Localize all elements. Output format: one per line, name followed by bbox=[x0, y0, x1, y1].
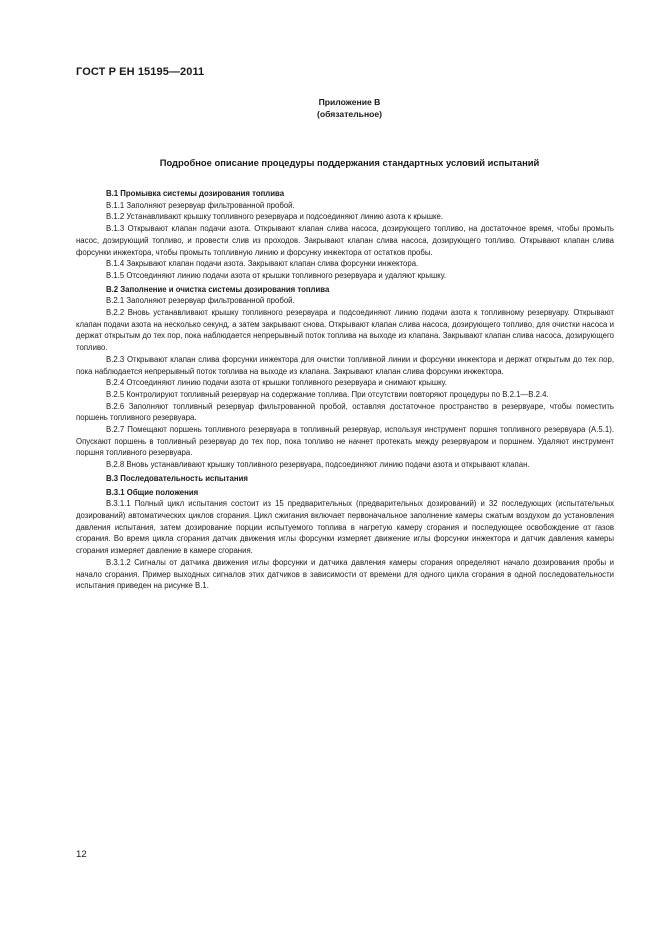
section-heading-b1: В.1 Промывка системы дозирования топлива bbox=[106, 189, 285, 198]
paragraph-b3-1-2: В.3.1.2 Сигналы от датчика движения иглы форсунки и датчика давления камеры сгорания определяют начало дозирования пробы и начало сгорания. Пример выходных сигналов этих датчиков в зависимости от времени для одного цикла сгорания в одной последовательности испытания приведен на рисунке В.1. bbox=[76, 557, 614, 591]
section-heading-b3: В.3 Последовательность испытания bbox=[106, 473, 248, 483]
annex-title: Приложение В bbox=[318, 97, 381, 107]
annex-label bbox=[0, 96, 661, 120]
page-number: 12 bbox=[76, 849, 87, 860]
paragraph-b2-3: В.2.3 Открывают клапан слива форсунки инжектора для очистки топливной линии и форсунки инжектора и держат открытым до тех пор, пока наблюдается непрерывный поток топлива на выходе из клапана. Закрывают клапан слива форсунки инжектора. bbox=[76, 354, 614, 376]
subsection-heading-b3-1: В.3.1 Общие положения bbox=[106, 487, 199, 497]
paragraph-b2-4: В.2.4 Отсоединяют линию подачи азота от крышки топливного резервуара и снимают крышку. bbox=[106, 378, 447, 388]
paragraph-b1-5: В.1.5 Отсоединяют линию подачи азота от крышки топливного резервуара и удаляют крышку. bbox=[106, 270, 446, 280]
paragraph-b3-1-1: В.3.1.1 Полный цикл испытания состоит из 15 предварительных (предварительных дозирований) и 32 последующих (испытательных дозирований) автоматических циклов сгорания. Цикл сжигания включает первоначальное заполнение камеры сжатым воздухом до установления давления испытания, затем дозирование порции испытуемого топлива в нагретую камеру сгорания и последующее освобождение от газов сгорания. Во время цикла сгорания датчик движения иглы форсунки измеряет движение иглы форсунки инжектора и датчик давления камеры сгорания измеряет давление в камере сгорания. bbox=[76, 499, 614, 556]
document-body bbox=[76, 186, 614, 592]
paragraph-b2-7: В.2.7 Помещают поршень топливного резервуара в топливный резервуар, используя инструмент поршня топливного резервуара (А.5.1). Опускают поршень в топливный резервуар до тех пор, пока топливо не начнет протекать между резервуаром и поршнем. Удаляют инструмент поршня топливного резервуара. bbox=[76, 425, 614, 458]
paragraph-b2-2: В.2.2 Вновь устанавливают крышку топливного резервуара и подсоединяют линию подачи азота к топливному резервуару. Открывают клапан подачи азота на несколько секунд, а затем закрывают снова. Открывают клапан слива насоса, дозирующего топливо, для очистки насоса и держат открытым до тех пор, пока наблюдается непрерывный поток топлива на выходе из клапана. Закрывают клапан слива насоса, дозирующего топливо. bbox=[76, 308, 614, 353]
paragraph-b2-1: В.2.1 Заполняют резервуар фильтрованной пробой. bbox=[106, 296, 295, 306]
paragraph-b1-4: В.1.4 Закрывают клапан подачи азота. Закрывают клапан слива форсунки инжектора. bbox=[106, 259, 419, 269]
paragraph-b2-8: В.2.8 Вновь устанавливают крышку топливного резервуара, подсоединяют линию подачи азота и открывают клапан. bbox=[106, 460, 530, 470]
document-code: ГОСТ Р ЕН 15195—2011 bbox=[76, 66, 205, 78]
annex-status: (обязательное) bbox=[316, 109, 383, 119]
paragraph-b2-5: В.2.5 Контролируют топливный резервуар на содержание топлива. При отсутствии повторяют процедуры по В.2.1—В.2.4. bbox=[106, 389, 549, 399]
document-title: Подробное описание процедуры поддержания стандартных условий испытаний bbox=[159, 157, 540, 168]
section-heading-b2: В.2 Заполнение и очистка системы дозирования топлива bbox=[106, 284, 330, 294]
paragraph-b1-3: В.1.3 Открывают клапан подачи азота. Открывают клапан слива насоса, дозирующего топливо, на достаточное время, чтобы промыть насос, дозирующий топливо, и провести слив из проходов. Закрывают клапан слива насоса, дозирующего топливо. Открывают клапан слива форсунки инжектора, чтобы промыть топливную линию и форсунку инжектора от остатков пробы. bbox=[76, 224, 614, 257]
paragraph-b1-2: В.1.2 Устанавливают крышку топливного резервуара и подсоединяют линию азота к крышке. bbox=[106, 212, 443, 222]
paragraph-b2-6: В.2.6 Заполняют топливный резервуар фильтрованной пробой, оставляя достаточное пространство в резервуаре, чтобы поместить поршень топливного резервуара. bbox=[76, 401, 614, 423]
paragraph-b1-1: В.1.1 Заполняют резервуар фильтрованной пробой. bbox=[106, 200, 295, 210]
